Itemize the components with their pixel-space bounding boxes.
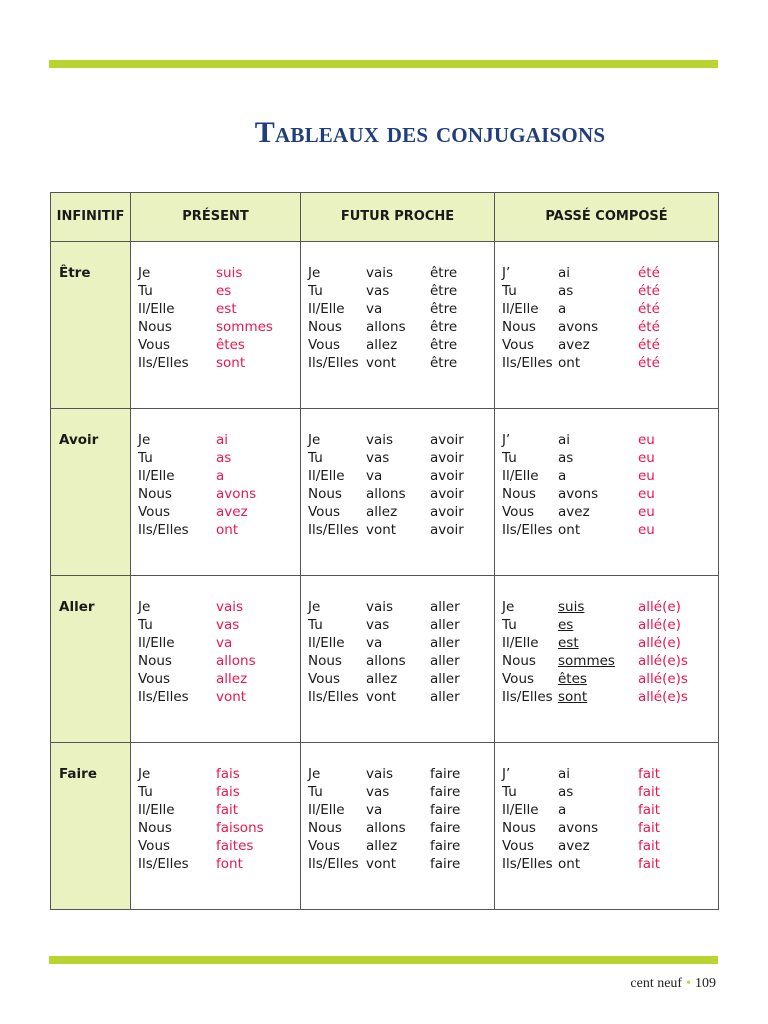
present-cell: Je vais Tu vas Il/Elle va Nous allons Vous allez Ils/Elles vont xyxy=(131,576,301,743)
page-footer xyxy=(630,976,716,992)
passe-compose-cell: Je suis allé(e) Tu es allé(e) Il/Elle est allé(e) Nous sommes allé(e)s Vous êtes allé(e)s Ils/Elles sont allé(e)s xyxy=(495,576,719,743)
passe-compose-cell: J’ ai été Tu as été Il/Elle a été Nous avons été Vous avez été Ils/Elles ont été xyxy=(495,242,719,409)
passe-compose-cell: J’ ai fait Tu as fait Il/Elle a fait Nous avons fait Vous avez fait Ils/Elles ont fait xyxy=(495,743,719,910)
conjugation-table xyxy=(50,192,719,910)
futur-cell: Je vais aller Tu vas aller Il/Elle va aller Nous allons aller Vous allez aller Ils/Elles vont aller xyxy=(301,576,495,743)
present-cell: Je ai Tu as Il/Elle a Nous avons Vous avez Ils/Elles ont xyxy=(131,409,301,576)
verb-row-avoir xyxy=(51,409,719,576)
bottom-rule xyxy=(49,956,718,964)
header-futur-proche: FUTUR PROCHE xyxy=(301,193,495,242)
futur-cell: Je vais être Tu vas être Il/Elle va être Nous allons être Vous allez être Ils/Elles vont être xyxy=(301,242,495,409)
present-cell: Je suis Tu es Il/Elle est Nous sommes Vous êtes Ils/Elles sont xyxy=(131,242,301,409)
present-cell: Je fais Tu fais Il/Elle fait Nous faisons Vous faites Ils/Elles font xyxy=(131,743,301,910)
header-present: PRÉSENT xyxy=(131,193,301,242)
verb-row-aller xyxy=(51,576,719,743)
header-infinitif: INFINITIF xyxy=(51,193,131,242)
verb-row-etre xyxy=(51,242,719,409)
header-row xyxy=(51,193,719,242)
infinitive-cell: Avoir xyxy=(51,409,131,576)
infinitive-cell: Être xyxy=(51,242,131,409)
bullet-icon: • xyxy=(686,976,691,991)
footer-text: cent neuf xyxy=(630,976,683,991)
verb-row-faire xyxy=(51,743,719,910)
futur-cell: Je vais avoir Tu vas avoir Il/Elle va avoir Nous allons avoir Vous allez avoir Ils/Elles vont avoir xyxy=(301,409,495,576)
page-title: Tableaux des conjugaisons xyxy=(254,116,606,149)
header-passe-compose: PASSÉ COMPOSÉ xyxy=(495,193,719,242)
top-rule xyxy=(49,60,718,68)
page-number: 109 xyxy=(695,976,716,991)
infinitive-cell: Aller xyxy=(51,576,131,743)
futur-cell: Je vais faire Tu vas faire Il/Elle va faire Nous allons faire Vous allez faire Ils/Elles vont faire xyxy=(301,743,495,910)
passe-compose-cell: J’ ai eu Tu as eu Il/Elle a eu Nous avons eu Vous avez eu Ils/Elles ont eu xyxy=(495,409,719,576)
infinitive-cell: Faire xyxy=(51,743,131,910)
